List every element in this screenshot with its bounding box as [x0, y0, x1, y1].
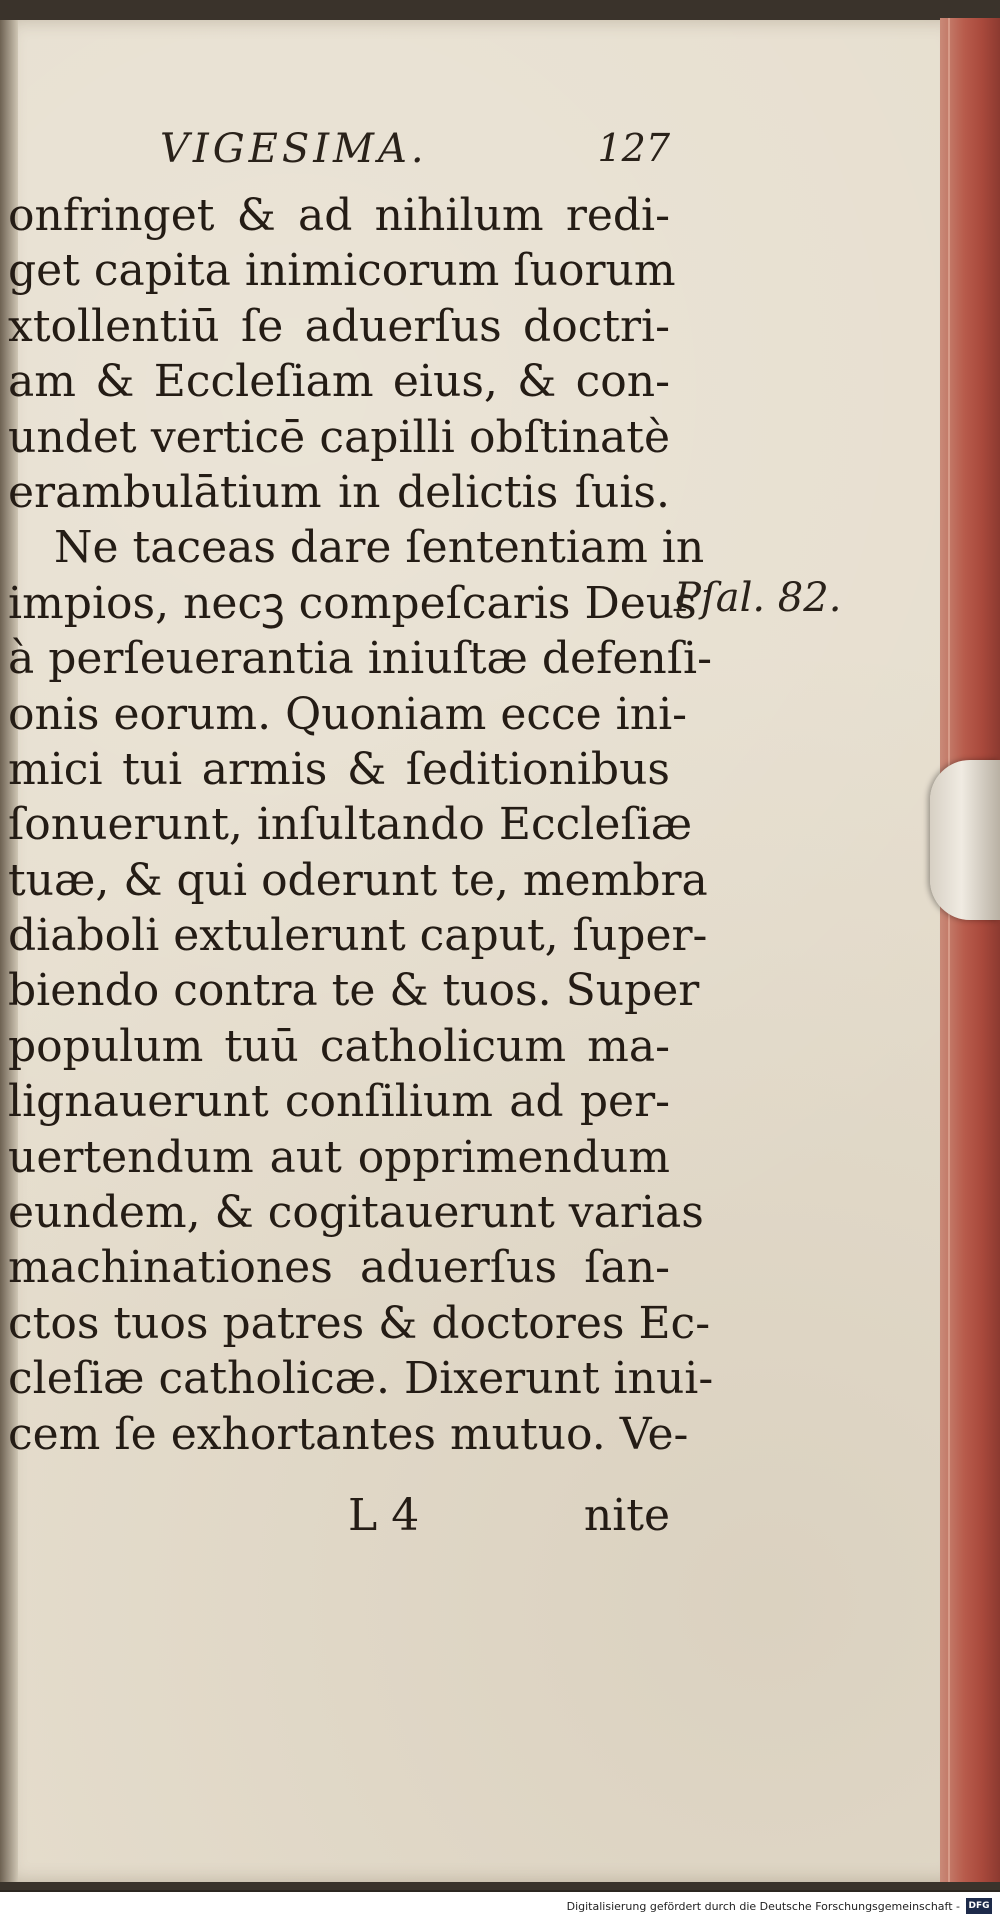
text-line: xtollentiū ſe aduerſus doctri- [8, 300, 670, 352]
text-line: machinationes aduerſus ſan- [8, 1242, 670, 1294]
text-line: cleſiæ catholicæ. Dixerunt inui- [8, 1353, 714, 1405]
text-line: diaboli extulerunt caput, ſuper- [8, 910, 708, 962]
text-line: mici tui armis & ſeditionibus [8, 743, 670, 795]
text-line: get capita inimicorum ſuorum [8, 245, 676, 297]
text-line: cem ſe exhortantes mutuo. Ve- [8, 1408, 689, 1460]
running-head-title: VIGESIMA. [160, 126, 428, 172]
marginal-note: Pſal. 82. [674, 575, 842, 621]
text-line: populum tuū catholicum ma- [8, 1020, 670, 1072]
text-line: tuæ, & qui oderunt te, membra [8, 854, 708, 906]
text-line: erambulātium in delictis ſuis. [8, 466, 670, 518]
body-text [8, 188, 714, 1462]
text-line: biendo contra te & tuos. Super [8, 965, 700, 1017]
text-line: lignauerunt conſilium ad per- [8, 1076, 670, 1128]
text-line: Ne taceas dare ſententiam in [54, 522, 705, 574]
catch-line [340, 1490, 670, 1550]
dfg-logo: DFG [966, 1898, 992, 1914]
catchword: nite [583, 1490, 670, 1541]
text-line: ctos tuos patres & doctores Ec- [8, 1297, 711, 1349]
page-clip [930, 760, 1000, 920]
text-line: à perſeuerantia iniuſtæ defenſi- [8, 633, 712, 685]
text-line: ſonuerunt, inſultando Eccleſiæ [8, 799, 693, 851]
signature-mark: L 4 [348, 1490, 420, 1541]
text-line: uertendum aut opprimendum [8, 1131, 670, 1183]
text-line: undet verticē capilli obſtinatè [8, 411, 670, 463]
digitization-footer [0, 1892, 1000, 1923]
footer-credit: Digitalisierung gefördert durch die Deutsche Forschungsgemeinschaft - [566, 1900, 960, 1913]
text-line: am & Eccleſiam eius, & con- [8, 356, 670, 408]
text-line: onfringet & ad nihilum redi- [8, 190, 670, 241]
text-line: onis eorum. Quoniam ecce ini- [8, 688, 688, 740]
page-number: 127 [597, 126, 670, 170]
book-fore-edge [940, 18, 1000, 1882]
text-line: impios, necꝫ compeſcaris Deus [8, 577, 697, 629]
text-line: eundem, & cogitauerunt varias [8, 1187, 704, 1239]
running-head [150, 126, 670, 176]
